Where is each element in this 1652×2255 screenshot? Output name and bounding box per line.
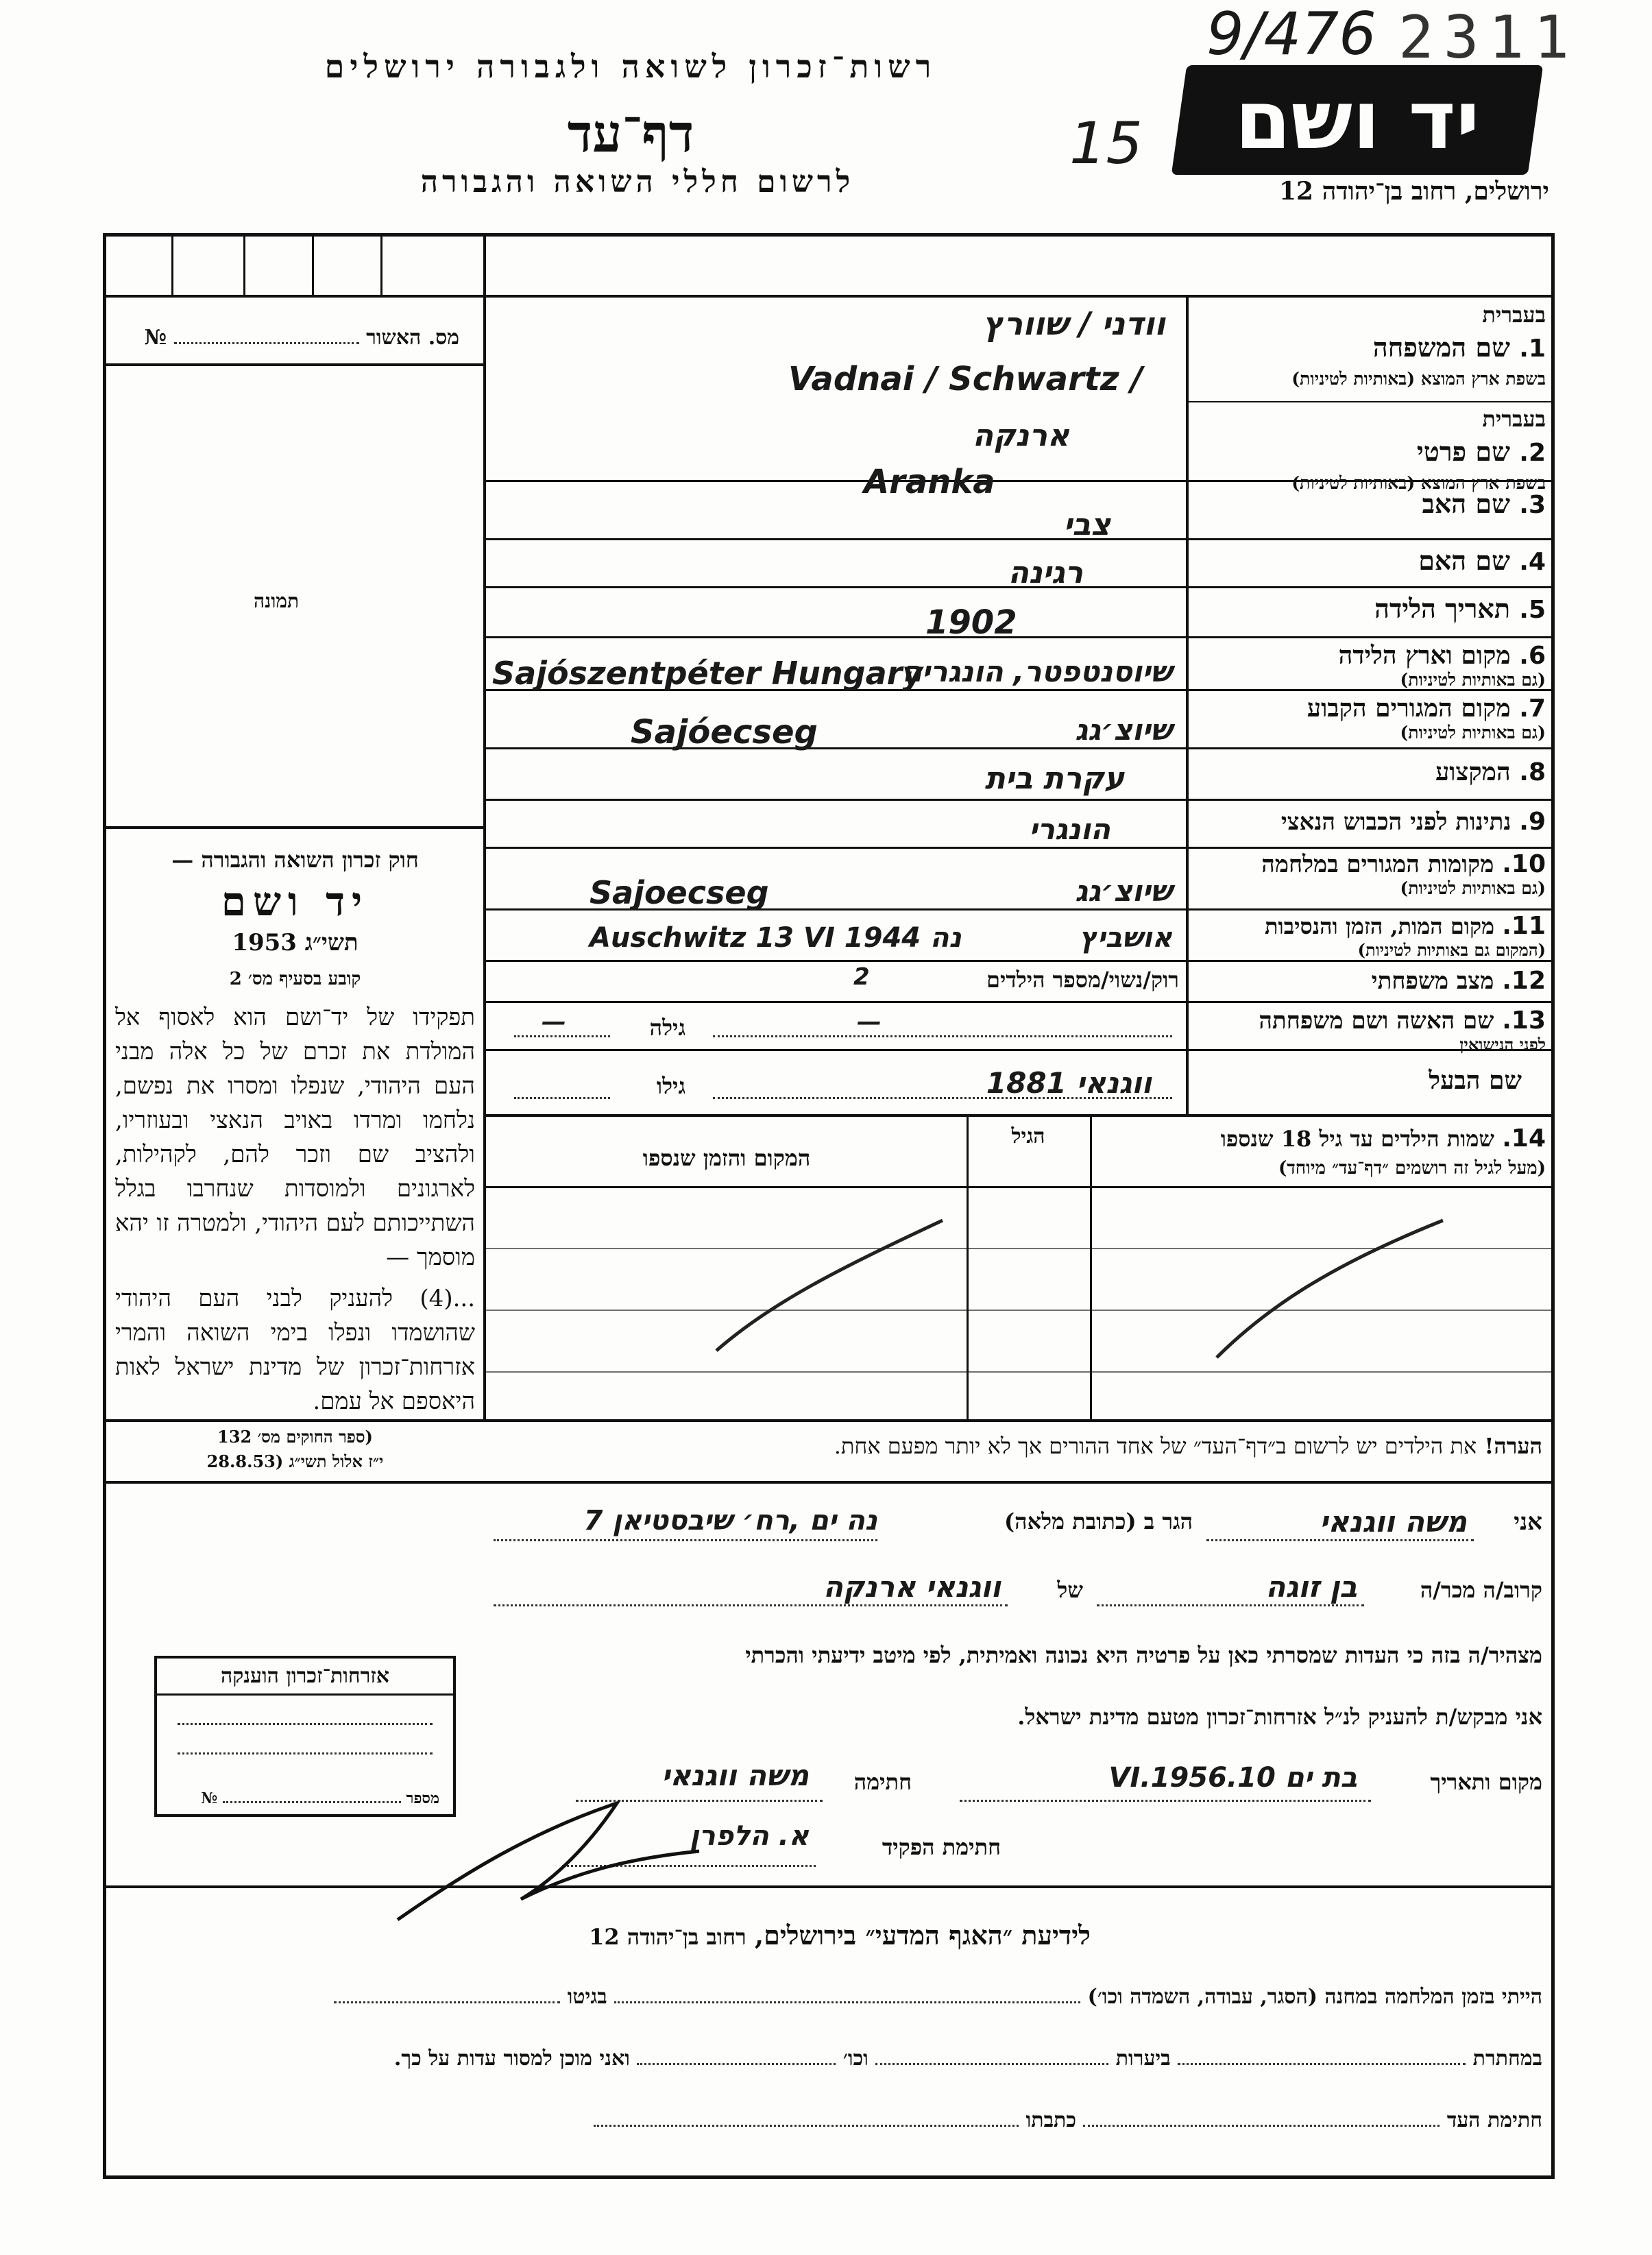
- wife-age-value: —: [542, 1008, 566, 1036]
- approval-no-mark: №: [144, 326, 167, 350]
- first-name-hebrew: ארנקה: [972, 418, 1069, 453]
- children-count: 2: [853, 963, 870, 991]
- relation-value: בן זוגה: [1265, 1570, 1357, 1604]
- occupation: עקרת בית: [984, 761, 1124, 796]
- citizenship-request: אני מבקש/ת להעניק לנ״ל אזרחות־זכרון מטעם מדינת ישראל.: [1017, 1704, 1542, 1730]
- wartime-residence-latin: Sajoecseg: [590, 874, 769, 911]
- field-4-label: 4. שם האם: [1418, 545, 1546, 576]
- family-name-hebrew: וודני / שוורץ: [983, 305, 1165, 342]
- children-strike-marks: [483, 1186, 1555, 1419]
- form-subtitle: לרשום חללי השואה והגבורה: [420, 165, 855, 200]
- field-8-label: 8. המקצוע: [1435, 758, 1546, 786]
- law-clause: קובע בסעיף מס׳ 2: [229, 969, 361, 989]
- field-7-label: 7. מקום המגורים הקבוע (גם באותיות לטיניות): [1307, 694, 1546, 743]
- nationality: הונגרי: [1029, 812, 1110, 846]
- photo-label: תמונה: [254, 590, 300, 612]
- law-year: תשי״ג 1953: [232, 929, 359, 956]
- death-place-hebrew: אושביץ: [1079, 922, 1172, 954]
- logo-text: יד ושם: [1235, 73, 1480, 167]
- husband-age-label: גילו: [656, 1073, 685, 1099]
- declarant-address: נה ים ,רח׳ שיבסטיאן 7: [583, 1505, 877, 1536]
- yad-vashem-logo: [1171, 65, 1543, 175]
- field-1-label: בעברית 1. שם המשפחה בשפת ארץ המוצא (באותיות לטיניות): [1291, 302, 1546, 389]
- approval-number-row: [130, 326, 459, 350]
- law-text: תפקידו של יד־ושם הוא לאסוף אל המולדת את זכרם של כל אלה מבני העם היהודי, שנפלו ומסרו את נפשם, נלחמו ומרדו באויב הנאצי ובעוזריו, ולהציב שם וזכר להם, לקהילות, לארגונים ולמוסדות שנחרבו בגלל השתייכותם לעם היהודי, ולמטרה זו יהא מוסמך —: [115, 1004, 475, 1271]
- law-date: י״ז אלול תשי״ג (28.8.53: [206, 1451, 384, 1471]
- birth-date: 1902: [925, 603, 1017, 642]
- field-9-label: 9. נתינות לפני הכבוש הנאצי: [1280, 808, 1546, 836]
- stamp-number: 9/476: [1206, 0, 1376, 69]
- death-place-latin: Auschwitz 13 VI 1944 נה: [590, 922, 962, 954]
- signature-label: חתימה: [853, 1769, 912, 1795]
- law-name: יד ושם: [221, 878, 369, 925]
- footer-witness-line: חתימת העד כתבתו: [117, 2108, 1542, 2132]
- address-label: הגר ב (כתובת מלאה): [1004, 1508, 1193, 1534]
- wife-maiden-name: —: [857, 1008, 882, 1036]
- field-2-label: בעברית 2. שם פרטי בשפת ארץ המוצא (באותיות לטיניות): [1291, 406, 1546, 493]
- footer-underground-line: במחתרת ביערות וכו׳ ואני מוכן למסור עדות על כך.: [393, 2047, 1542, 2071]
- marital-status-options: רוק/נשוי/מספר הילדים: [986, 967, 1179, 993]
- wartime-residence-hebrew: שיוצ׳גג: [1075, 874, 1172, 908]
- birth-place-hebrew: שיוסנטפטר, הונגריה: [902, 655, 1172, 688]
- field-10-label: 10. מקומות המגורים במלחמה (גם באותיות לטיניות): [1261, 850, 1546, 898]
- form-name: דף־עד: [567, 103, 694, 164]
- citizenship-box: [154, 1656, 456, 1817]
- footer-camp-line: הייתי בזמן המלחמה במחנה (הסגר, עבודה, השמדה וכו׳) בגיטו: [117, 1985, 1542, 2009]
- field-11-label: 11. מקום המות, הזמן והנסיבות (המקום גם באותיות לטיניות): [1265, 912, 1546, 960]
- declarant-label: אני: [1514, 1508, 1542, 1536]
- declaration-statement: מצהיר/ה בזה כי העדות שמסרתי כאן על פרטיה היא נכונה ואמיתית, לפי מיטב ידיעתי והכרתי: [745, 1642, 1542, 1668]
- residence-latin: Sajóecseg: [631, 713, 818, 751]
- father-name: צבי: [1063, 507, 1110, 542]
- archive-number: 2311: [1398, 3, 1579, 72]
- officer-signature: א. הלפרן: [689, 1820, 809, 1852]
- address: ירושלים, רחוב בן־יהודה 12: [1278, 177, 1549, 206]
- mother-name: רגינה: [1008, 555, 1083, 590]
- children-place-column: המקום והזמן שנספו: [642, 1145, 811, 1171]
- note-text: את הילדים יש לרשום ב״דף־העד״ של אחד ההורים אך לא יותר מפעם אחת.: [834, 1433, 1477, 1459]
- first-name-latin: Aranka: [864, 463, 995, 501]
- field-6-label: 6. מקום וארץ הלידה (גם באותיות לטיניות): [1338, 641, 1546, 690]
- family-name-latin: Vadnai / Schwartz /: [788, 360, 1143, 398]
- citizenship-number-label: מספר: [406, 1789, 439, 1807]
- citizenship-box-title: אזרחות־זכרון הוענקה: [157, 1659, 453, 1696]
- field-5-label: 5. תאריך הלידה: [1374, 593, 1546, 624]
- place-date-value: בת ים 10.VI.1956: [1108, 1762, 1357, 1794]
- page-mark: 15: [1069, 110, 1143, 177]
- law-text-2: ...(4) להעניק לבני העם היהודי שהושמדו ונפלו בימי השואה והמרי אזרחות־זכרון של מדינת ישראל לאות היאספם אל עמם.: [115, 1285, 475, 1415]
- officer-signature-label: חתימת הפקיד: [882, 1834, 1001, 1860]
- citizenship-no-mark: №: [201, 1789, 218, 1807]
- declarant-name: משה ווגנאי: [1320, 1505, 1467, 1539]
- note-label: הערה!: [1484, 1433, 1542, 1459]
- of-label: של: [1057, 1577, 1083, 1603]
- footer-address: רחוב בן־יהודה 12: [589, 1924, 746, 1950]
- law-title: חוק זכרון השואה והגבורה —: [171, 847, 419, 873]
- relation-label: קרוב/ה מכר/ה: [1420, 1577, 1542, 1603]
- law-source: (ספר החוקים מס׳ 132: [217, 1427, 373, 1447]
- birth-place-latin: Sajószentpéter Hungary: [492, 655, 923, 692]
- wife-age-label: גילה: [649, 1015, 685, 1041]
- approval-label: מס. האשור: [366, 326, 459, 350]
- scientific-dept-title: [480, 1920, 1200, 1951]
- place-date-label: מקום ותאריך: [1430, 1769, 1542, 1795]
- authority-title: רשות־זכרון לשואה ולגבורה ירושלים: [324, 48, 937, 85]
- field-12-label: 12. מצב משפחתי: [1371, 967, 1546, 995]
- declarant-signature: משה ווגנאי: [661, 1759, 809, 1792]
- field-3-label: 3. שם האב: [1422, 488, 1546, 519]
- field-14-label: 14. שמות הילדים עד גיל 18 שנספו (מעל לגיל זה רושמים ״דף־עד״ מיוחד): [1220, 1124, 1546, 1179]
- field-13-label: 13. שם האשה ושם משפחתה לפני הנישואין: [1259, 1006, 1546, 1054]
- children-age-column: הגיל: [1011, 1124, 1045, 1148]
- footer-title: לידיעת ״האגף המדעי״ בירושלים,: [754, 1920, 1091, 1951]
- note-row: [411, 1433, 1542, 1459]
- victim-name-ref: ווגנאי ארנקה: [823, 1570, 1001, 1604]
- husband-name-label: שם הבעל: [1429, 1066, 1522, 1095]
- residence-hebrew: שיוצ׳גג: [1075, 713, 1172, 747]
- law-block: [115, 847, 475, 1472]
- husband-name-value: ווגנאי 1881: [986, 1066, 1152, 1100]
